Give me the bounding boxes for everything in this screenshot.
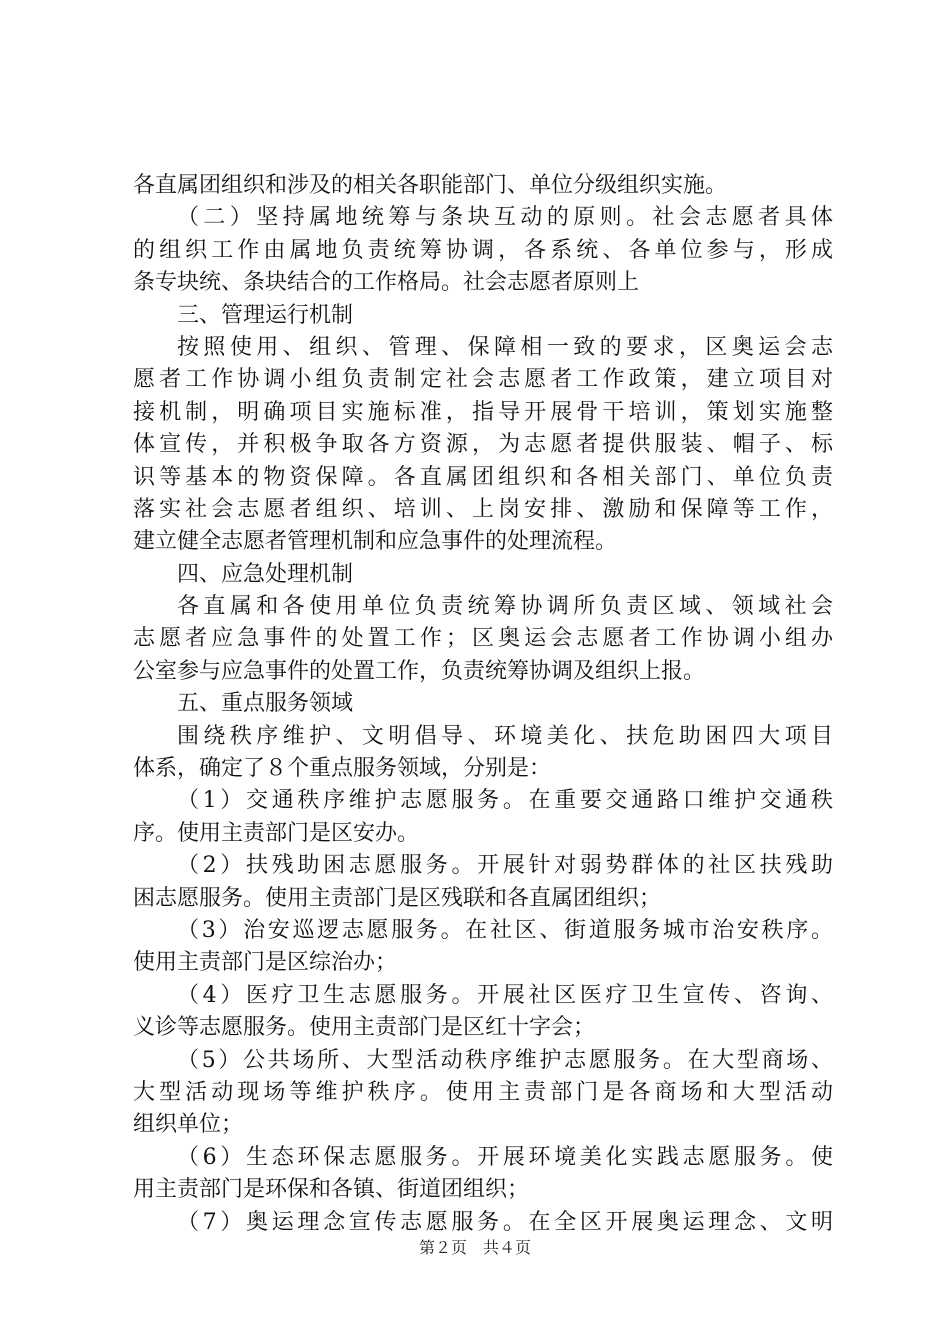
text-line: （7）奥运理念宣传志愿服务。在全区开展奥运理念、文明 [177,1209,833,1235]
text-line: 组织单位； [133,1112,244,1138]
text-line: 困志愿服务。使用主责部门是区残联和各直属团组织； [133,885,662,911]
text-line: （3）治安巡逻志愿服务。在社区、街道服务城市治安秩序。 [177,917,833,943]
text-line: 体宣传，并积极争取各方资源，为志愿者提供服装、帽子、标 [133,432,833,458]
text-line: 按照使用、组织、管理、保障相一致的要求，区奥运会志 [177,334,833,360]
text-line: 条专块统、条块结合的工作格局。社会志愿者原则上 [133,270,640,296]
text-line: （2）扶残助困志愿服务。开展针对弱势群体的社区扶残助 [177,853,833,879]
text-line: 的组织工作由属地负责统筹协调，各系统、各单位参与，形成 [133,237,833,263]
text-line: （5）公共场所、大型活动秩序维护志愿服务。在大型商场、 [177,1047,833,1073]
text-line: 公室参与应急事件的处置工作，负责统筹协调及组织上报。 [133,658,706,684]
text-line: 大型活动现场等维护秩序。使用主责部门是各商场和大型活动 [133,1079,833,1105]
page-footer: 第２页 共４页 [418,1238,531,1257]
text-line: （1）交通秩序维护志愿服务。在重要交通路口维护交通秩 [177,788,833,814]
text-line: 体系，确定了８个重点服务领域，分别是： [133,756,552,782]
text-line: （6）生态环保志愿服务。开展环境美化实践志愿服务。使 [177,1144,833,1170]
text-line: 序。使用主责部门是区安办。 [133,820,420,846]
text-line: 接机制，明确项目实施标准，指导开展骨干培训，策划实施整 [133,399,833,425]
text-line: 四、应急处理机制 [177,561,354,587]
text-line: 各直属团组织和涉及的相关各职能部门、单位分级组织实施。 [133,173,728,198]
text-line: 建立健全志愿者管理机制和应急事件的处理流程。 [133,529,618,555]
text-line: 五、重点服务领域 [177,691,354,717]
text-line: 愿者工作协调小组负责制定社会志愿者工作政策，建立项目对 [133,367,833,393]
document-body [133,170,833,1239]
text-line: 三、管理运行机制 [177,302,354,328]
text-line: 志愿者应急事件的处置工作；区奥运会志愿者工作协调小组办 [133,626,833,652]
text-line: 识等基本的物资保障。各直属团组织和各相关部门、单位负责 [133,464,833,490]
text-line: （4）医疗卫生志愿服务。开展社区医疗卫生宣传、咨询、 [177,982,833,1008]
text-line: 使用主责部门是区综治办； [133,950,398,976]
text-line: 用主责部门是环保和各镇、街道团组织； [133,1177,530,1203]
text-line: 落实社会志愿者组织、培训、上岗安排、激励和保障等工作， [133,496,833,522]
text-line: 围绕秩序维护、文明倡导、环境美化、扶危助困四大项目 [177,723,833,749]
text-line: （二）坚持属地统筹与条块互动的原则。社会志愿者具体 [177,205,833,231]
text-line: 各直属和各使用单位负责统筹协调所负责区域、领域社会 [177,594,833,620]
text-line: 义诊等志愿服务。使用主责部门是区红十字会； [133,1015,596,1041]
